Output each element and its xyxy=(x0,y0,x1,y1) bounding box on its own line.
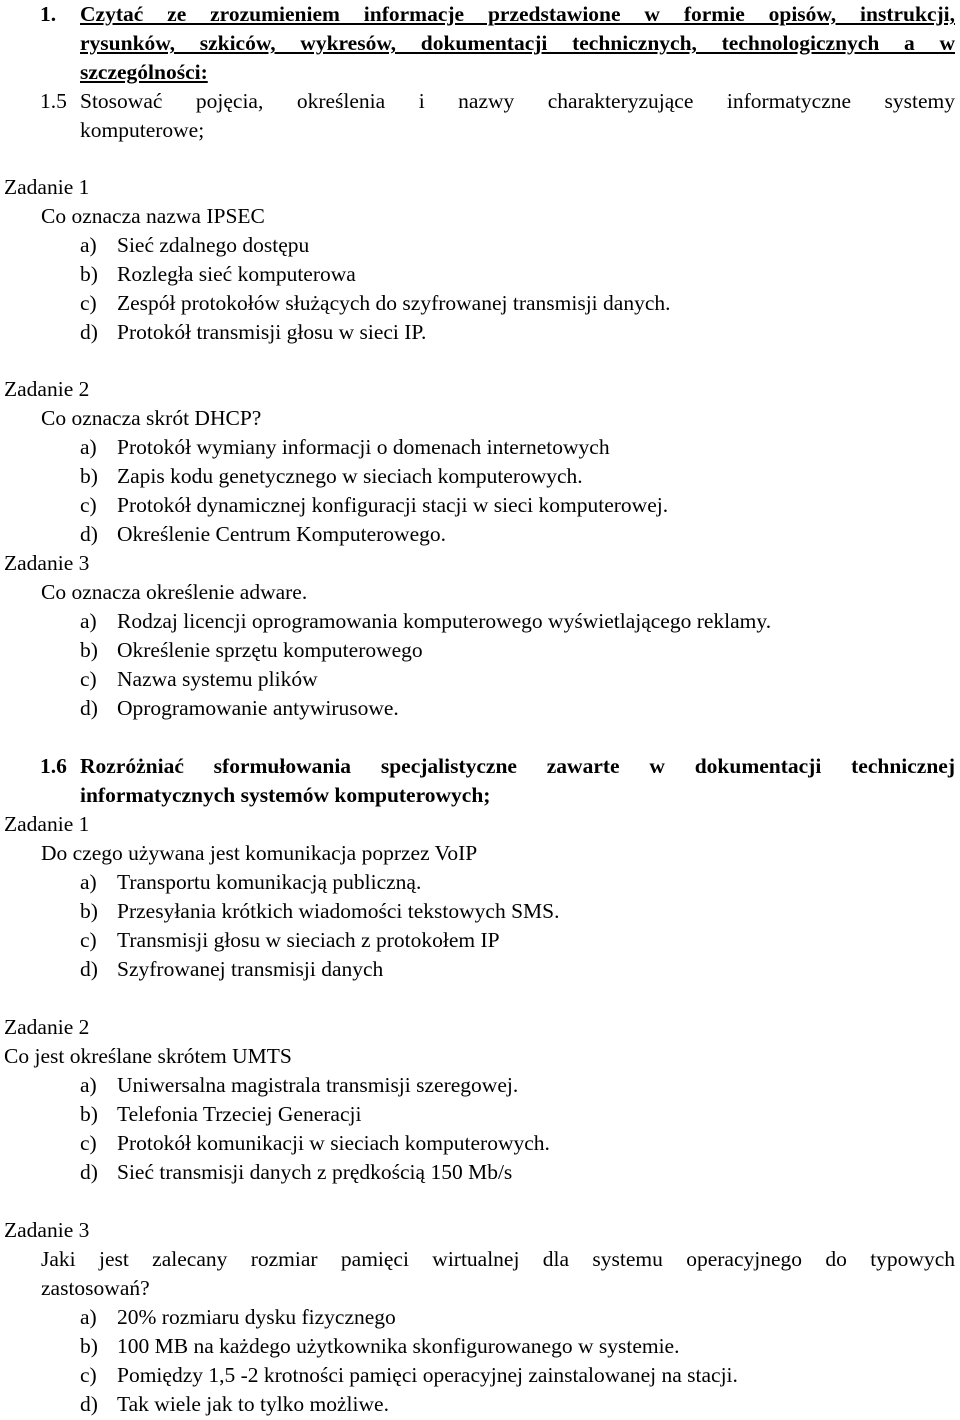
objective-line-2: rysunków, szkiców, wykresów, dokumentacji technicznych, technologicznych a w xyxy=(80,31,955,55)
option-letter: a) xyxy=(80,870,97,894)
option-text: Przesyłania krótkich wiadomości tekstowych SMS. xyxy=(117,899,560,923)
objective-number: 1. xyxy=(40,2,57,26)
option-text: Oprogramowanie antywirusowe. xyxy=(117,696,399,720)
option-text: Tak wiele jak to tylko możliwe. xyxy=(117,1392,389,1416)
option-text: Telefonia Trzeciej Generacji xyxy=(117,1102,362,1126)
option-letter: c) xyxy=(80,291,97,315)
option-text: Protokół transmisji głosu w sieci IP. xyxy=(117,320,427,344)
option-text: Sieć transmisji danych z prędkością 150 Mb/s xyxy=(117,1160,513,1184)
section-15-heading-line-1: Stosować pojęcia, określenia i nazwy charakteryzujące informatyczne systemy xyxy=(80,89,955,113)
option-text: Protokół wymiany informacji o domenach internetowych xyxy=(117,435,610,459)
option-text: Szyfrowanej transmisji danych xyxy=(117,957,384,981)
option-letter: b) xyxy=(80,262,98,286)
task-question: Co jest określane skrótem UMTS xyxy=(4,1044,292,1068)
section-16-heading-line-1: Rozróżniać sformułowania specjalistyczne zawarte w dokumentacji technicznej xyxy=(80,754,955,778)
option-letter: c) xyxy=(80,1363,97,1387)
option-letter: a) xyxy=(80,233,97,257)
task-title: Zadanie 3 xyxy=(4,551,90,575)
option-text: 100 MB na każdego użytkownika skonfigurowanego w systemie. xyxy=(117,1334,680,1358)
option-letter: a) xyxy=(80,1073,97,1097)
task-question-line-1: Jaki jest zalecany rozmiar pamięci wirtualnej dla systemu operacyjnego do typowych xyxy=(41,1247,955,1271)
task-question: Co oznacza nazwa IPSEC xyxy=(41,204,265,228)
option-letter: b) xyxy=(80,638,98,662)
option-text: Rozległa sieć komputerowa xyxy=(117,262,356,286)
option-letter: c) xyxy=(80,493,97,517)
option-text: Transmisji głosu w sieciach z protokołem IP xyxy=(117,928,500,952)
option-letter: a) xyxy=(80,1305,97,1329)
option-text: Sieć zdalnego dostępu xyxy=(117,233,310,257)
option-text: Zespół protokołów służących do szyfrowanej transmisji danych. xyxy=(117,291,671,315)
task-title: Zadanie 1 xyxy=(4,175,90,199)
section-15-heading-line-2: komputerowe; xyxy=(80,118,205,142)
task-title: Zadanie 3 xyxy=(4,1218,90,1242)
task-question-line-2: zastosowań? xyxy=(41,1276,150,1300)
section-15-number: 1.5 xyxy=(40,89,67,113)
option-text: Uniwersalna magistrala transmisji szeregowej. xyxy=(117,1073,519,1097)
option-text: Określenie Centrum Komputerowego. xyxy=(117,522,446,546)
option-text: 20% rozmiaru dysku fizycznego xyxy=(117,1305,396,1329)
option-letter: d) xyxy=(80,522,98,546)
section-16-number: 1.6 xyxy=(40,754,67,778)
option-text: Określenie sprzętu komputerowego xyxy=(117,638,423,662)
task-question: Co oznacza określenie adware. xyxy=(41,580,308,604)
option-letter: a) xyxy=(80,609,97,633)
option-letter: c) xyxy=(80,1131,97,1155)
option-text: Transportu komunikacją publiczną. xyxy=(117,870,422,894)
task-question: Do czego używana jest komunikacja poprzez VoIP xyxy=(41,841,478,865)
option-text: Protokół dynamicznej konfiguracji stacji w sieci komputerowej. xyxy=(117,493,669,517)
option-letter: b) xyxy=(80,899,98,923)
option-text: Zapis kodu genetycznego w sieciach komputerowych. xyxy=(117,464,583,488)
objective-line-1: Czytać ze zrozumieniem informacje przedstawione w formie opisów, instrukcji, xyxy=(80,2,955,26)
option-letter: b) xyxy=(80,464,98,488)
section-16-heading-line-2: informatycznych systemów komputerowych; xyxy=(80,783,491,807)
option-letter: c) xyxy=(80,667,97,691)
option-letter: b) xyxy=(80,1334,98,1358)
option-letter: d) xyxy=(80,320,98,344)
option-letter: d) xyxy=(80,957,98,981)
option-letter: d) xyxy=(80,696,98,720)
objective-line-3: szczególności: xyxy=(80,60,208,84)
task-title: Zadanie 2 xyxy=(4,1015,90,1039)
option-text: Protokół komunikacji w sieciach komputerowych. xyxy=(117,1131,550,1155)
option-letter: d) xyxy=(80,1392,98,1416)
task-question: Co oznacza skrót DHCP? xyxy=(41,406,262,430)
option-text: Rodzaj licencji oprogramowania komputerowego wyświetlającego reklamy. xyxy=(117,609,772,633)
option-letter: a) xyxy=(80,435,97,459)
option-text: Nazwa systemu plików xyxy=(117,667,318,691)
option-letter: d) xyxy=(80,1160,98,1184)
task-title: Zadanie 1 xyxy=(4,812,90,836)
option-text: Pomiędzy 1,5 -2 krotności pamięci operacyjnej zainstalowanej na stacji. xyxy=(117,1363,738,1387)
task-title: Zadanie 2 xyxy=(4,377,90,401)
option-letter: c) xyxy=(80,928,97,952)
option-letter: b) xyxy=(80,1102,98,1126)
